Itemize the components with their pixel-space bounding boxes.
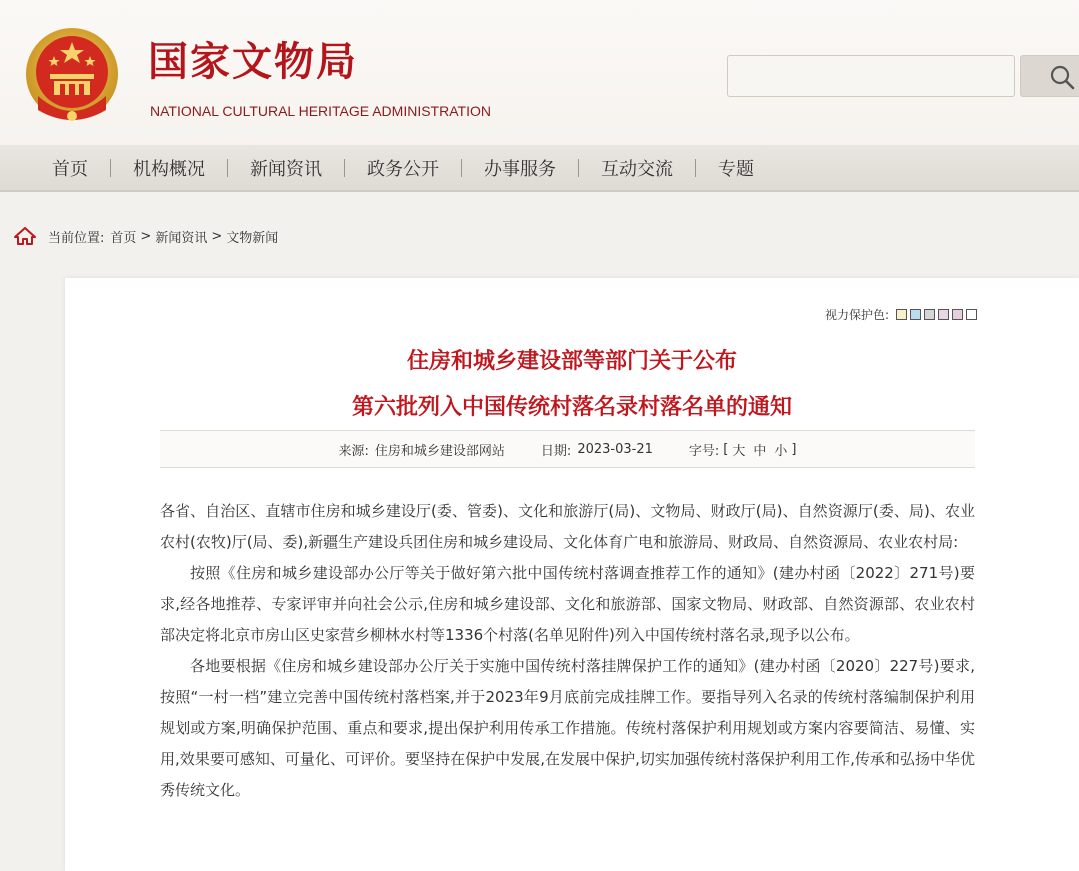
font-size-bracket-close: ] <box>791 441 797 457</box>
site-header <box>0 0 1079 145</box>
date-value: 2023-03-21 <box>577 441 653 457</box>
article-title-line-2: 第六批列入中国传统村落名录村落名单的通知 <box>351 394 792 420</box>
nav-item-interaction[interactable]: 互动交流 <box>601 158 673 180</box>
search-icon <box>1021 56 1079 98</box>
nav-item-services[interactable]: 办事服务 <box>484 158 556 180</box>
article-paragraph: 各省、自治区、直辖市住房和城乡建设厅(委、管委)、文化和旅游厅(局)、文物局、财政厅(局)、自然资源厅(委、局)、农业农村(农牧)厅(局、委),新疆生产建设兵团住房和城乡建设局、文化体育广电和旅游局、财政局、自然资源局、农业农村局: <box>160 502 975 551</box>
search-button[interactable] <box>1020 55 1079 97</box>
font-size-bracket-open: [ <box>723 441 729 457</box>
source-label: 来源: <box>338 443 369 459</box>
eye-care-swatch-white[interactable] <box>966 309 977 320</box>
site-title[interactable]: 国家文物局 <box>148 38 358 85</box>
breadcrumb-link-home[interactable]: 首页 <box>110 230 137 246</box>
nav-item-about[interactable]: 机构概况 <box>133 158 205 180</box>
eye-care-swatch-gray[interactable] <box>924 309 935 320</box>
article-paragraph: 各地要根据《住房和城乡建设部办公厅关于实施中国传统村落挂牌保护工作的通知》(建办村函〔2020〕227号)要求,按照“一村一档”建立完善中国传统村落档案,并于2023年9月底前完成挂牌工作。要指导列入名录的传统村落编制保护利用规划或方案,明确保护范围、重点和要求,提出保护利用传承工作措施。传统村落保护利用规划或方案内容要简洁、易懂、实用,效果要可感知、可量化、可评价。要坚持在保护中发展,在发展中保护,切实加强传统村落保护利用工作,传承和弘扬中华优秀传统文化。 <box>160 657 975 799</box>
breadcrumb <box>14 226 278 246</box>
eye-care-swatch-yellow[interactable] <box>896 309 907 320</box>
font-size-medium-button[interactable]: 中 <box>753 443 767 459</box>
article-panel <box>65 278 1079 871</box>
site-subtitle: NATIONAL CULTURAL HERITAGE ADMINISTRATION <box>150 103 491 119</box>
eye-care-selector <box>825 306 977 323</box>
national-emblem-icon[interactable] <box>24 26 120 126</box>
source-value: 住房和城乡建设部网站 <box>374 443 505 459</box>
breadcrumb-separator: > <box>140 228 152 244</box>
breadcrumb-label: 当前位置: <box>48 230 105 246</box>
eye-care-swatch-lavender[interactable] <box>938 309 949 320</box>
home-icon <box>14 227 36 245</box>
font-size-label: 字号: <box>688 443 720 459</box>
eye-care-swatch-blue[interactable] <box>910 309 921 320</box>
article-meta <box>160 430 975 468</box>
nav-item-news[interactable]: 新闻资讯 <box>250 158 322 180</box>
breadcrumb-link-news[interactable]: 新闻资讯 <box>155 230 208 246</box>
article-paragraph: 按照《住房和城乡建设部办公厅等关于做好第六批中国传统村落调查推荐工作的通知》(建办村函〔2022〕271号)要求,经各地推荐、专家评审并向社会公示,住房和城乡建设部、文化和旅游部、国家文物局、财政部、自然资源部、农业农村部决定将北京市房山区史家营乡柳林水村等1336个村落(名单见附件)列入中国传统村落名录,现予以公布。 <box>160 564 975 644</box>
nav-item-home[interactable]: 首页 <box>52 158 88 180</box>
font-size-small-button[interactable]: 小 <box>774 443 788 459</box>
eye-care-swatch-pink[interactable] <box>952 309 963 320</box>
article-title-line-1: 住房和城乡建设部等部门关于公布 <box>406 348 737 374</box>
nav-item-government-affairs[interactable]: 政务公开 <box>367 158 439 180</box>
nav-item-topics[interactable]: 专题 <box>718 158 754 180</box>
article-body <box>160 496 975 806</box>
breadcrumb-separator: > <box>211 228 223 244</box>
breadcrumb-link-heritage-news[interactable]: 文物新闻 <box>226 230 279 246</box>
eye-care-label: 视力保护色: <box>824 308 889 322</box>
date-label: 日期: <box>540 443 572 459</box>
main-nav <box>0 145 1079 192</box>
search-input[interactable] <box>727 55 1015 97</box>
font-size-large-button[interactable]: 大 <box>732 443 746 459</box>
